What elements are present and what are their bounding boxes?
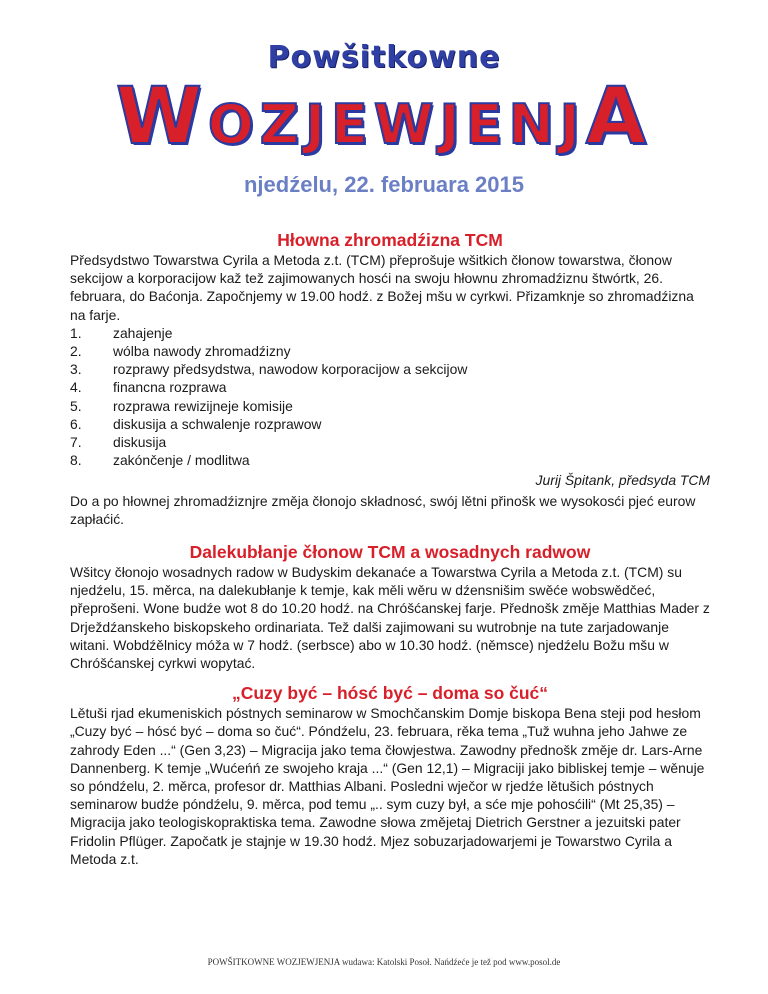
article-title: Hłowna zhromadźizna TCM [277, 230, 503, 250]
agenda-list [70, 324, 710, 470]
article-training [70, 541, 710, 672]
list-item: 6. diskusija a schwalenje rozprawow [70, 415, 322, 432]
list-item: 1. zahajenje [70, 324, 173, 341]
article-title: „Cuzy być – hósć być – doma so čuć“ [231, 683, 549, 704]
article-seminars [70, 682, 710, 868]
list-item: 8. zakónčenje / modlitwa [70, 452, 250, 469]
article-title: Dalekubłanje čłonow TCM a wosadnych radwow [189, 542, 591, 563]
article-paragraph: Předsydstwo Towarstwa Cyrila a Metoda z.t. (TCM) přeprošuje wšitkich čłonow towarstwa, čłonow sekcijow a korporacijow kaž tež zajimowanych hosći na swoju hłownu zhromadźiznu štwórtk, 26. februara, do Baćonja. Započnjemy w 19.00 hodź. z Božej mšu w cyrkwi. Přizamknje so zhromadźizna na farje. [70, 252, 694, 323]
issue-date: njedźelu, 22. februara 2015 [243, 172, 525, 197]
list-item: 4. financna rozprawa [70, 379, 227, 396]
masthead-title-first-letter: W [115, 72, 208, 162]
masthead-title-middle: OZJEWJENJ [207, 93, 586, 156]
masthead-subtitle: Powšitkowne [267, 40, 501, 75]
signature: Jurij Špitank, předsyda TCM [535, 472, 710, 489]
list-item: 3. rozprawy předsydstwa, nawodow korporacijow a sekcijow [70, 361, 468, 378]
list-item: 5. rozprawa rewizijneje komisije [70, 397, 293, 414]
article-paragraph: Lětuši rjad ekumeniskich póstnych seminarow w Smochčanskim Domje biskopa Bena steji pod hesłom „Cuzy być – hósć być – doma so čuć“. Póndźelu, 23. februara, rěka tema „Tuž wuhna jeho Jahwe ze zahrody Eden ...“ (Gen 3,23) – Migracija jako tema čłowjestwa. Zawodny přednošk změje dr. Lars-Arne Dannenberg. K temje „Wućeńń ze swojeho kraja ...“ (Gen 12,1) – Migraciji jako bibliskej temje – wěnuje so póndźelu, 2. měrca, profesor dr. Matthias Albani. Posledni wječor w rjedźe lětušich póstnych seminarow budźe póndźelu, 9. měrca, pod temu „.. sym cuzy był, a sće mje pohosćili“ (Mt 25,35) – Migracija jako teologiskopraktiska tema. Zawodne słowa změjetaj Dietrich Gerstner a jezuitski pater Fridolin Pflüger. Započatk je stajnje w 19.30 hodź. Mjez sobuzarjadowarjemi je Towarstwo Cyrila a Metoda z.t. [70, 705, 705, 867]
list-item: 7. diskusija [70, 434, 167, 451]
masthead-title [0, 72, 768, 162]
footer: POWŠITKOWNE WOZJEWJENJA wudawa: Katolski Posoł. Nańdźeće je tež pod www.posol.de [207, 957, 561, 967]
masthead-title-last-letter: A [585, 72, 653, 162]
article-paragraph: Wšitcy čłonojo wosadnych radow w Budyskim dekanaće a Towarstwa Cyrila a Metoda z.t. (TCM) su njedźelu, 15. měrca, na dalekubłanje k temje, kak měli wěru w dźensnišim swěće wobswědčeć, přeprošeni. Wone budźe wot 8 do 10.20 hodź. na Chróšćanskej farje. Přednošk změje Matthias Mader z Drježdźanskeho biskopskeho ordinariata. Tež dalši zajimowani su wutrobnje na tute zarjadowanje witani. Wobdźělnicy móža w 7 hodź. (serbsce) abo w 10.30 hodź. (němsce) njedźelu Božu mšu w Chróšćanskej cyrkwi wopytać. [70, 564, 710, 672]
article-annual-meeting [70, 229, 710, 528]
page-content [70, 229, 710, 868]
fee-note: Do a po hłownej zhromadźiznjre změja čłonojo składnosć, swój lětni přinošk we wysokosći pjeć eurow zapłaćić. [70, 492, 696, 527]
list-item: 2. wólba nawody zhromadźizny [70, 343, 291, 360]
